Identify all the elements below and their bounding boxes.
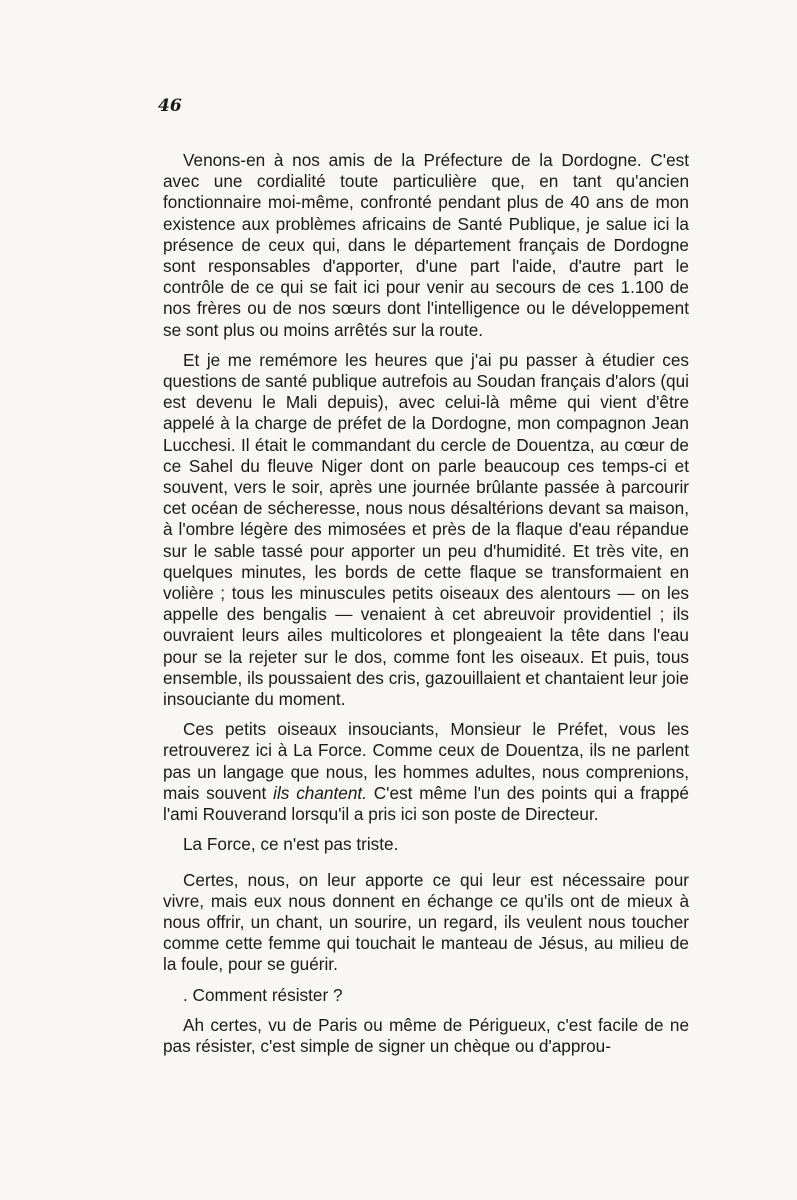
page-number: 46 [158, 96, 182, 116]
paragraph-certes: Certes, nous, on leur apporte ce qui leur est nécessaire pour vivre, mais eux nous donnent en échange ce qu'ils ont de mieux à nous offrir, un chant, un sourire, un regard, ils veulent nous toucher comme cette femme qui touchait le manteau de Jésus, au milieu de la foule, pour se guérir. [163, 869, 689, 975]
paragraph-ah-certes: Ah certes, vu de Paris ou même de Périgueux, c'est facile de ne pas résister, c'est simple de signer un chèque ou d'approu- [163, 1014, 689, 1056]
paragraph-birds-italic: ils chantent. [273, 782, 367, 803]
paragraph-birds [163, 719, 689, 825]
body-text [163, 150, 689, 1066]
paragraph-la-force: La Force, ce n'est pas triste. [183, 834, 399, 855]
paragraph-birds-text-end: C'est même l'un des points qui a frappé l'ami Rouverand lorsqu'il a pris ici son poste de Directeur. [163, 782, 689, 825]
paragraph-comment-resister: . Comment résister ? [183, 984, 343, 1005]
paragraph-prefecture: Venons-en à nos amis de la Préfecture de la Dordogne. C'est avec une cordialité toute particulière que, en tant qu'ancien fonctionnaire moi-même, confronté pendant plus de 40 ans de mon existence aux problèmes africains de Santé Publique, je salue ici la présence de ceux qui, dans le département français de Dordogne sont responsables d'apporter, d'une part l'aide, d'autre part le contrôle de ce qui se fait ici pour venir au secours de ces 1.100 de nos frères ou de nos sœurs dont l'intelligence ou le développement se sont plus ou moins arrêtés sur la route. [163, 150, 689, 340]
paragraph-memories-mali: Et je me remémore les heures que j'ai pu passer à étudier ces questions de santé publique autrefois au Soudan français d'alors (qui est devenu le Mali depuis), avec celui-là même qui vient d'être appelé à la charge de préfet de la Dordogne, mon compagnon Jean Lucchesi. Il était le commandant du cercle de Douentza, au cœur de ce Sahel du fleuve Niger dont on parle beaucoup ces temps-ci et souvent, vers le soir, après une journée brûlante passée à parcourir cet océan de sécheresse, nous nous désaltérions devant sa maison, à l'ombre légère des mimosées et près de la flaque d'eau répandue sur le sable tassé pour apporter un peu d'humidité. Et très vite, en quelques minutes, les bords de cette flaque se transformaient en volière ; tous les minuscules petits oiseaux des alentours — on les appelle des bengalis — venaient à cet abreuvoir providentiel ; ils ouvraient leurs ailes multicolores et plongeaient la tête dans l'eau pour se la rejeter sur le dos, comme font les oiseaux. Et puis, tous ensemble, ils poussaient des cris, gazouillaient et chantaient leur joie insouciante du moment. [163, 349, 689, 710]
paragraph-birds-text: Ces petits oiseaux insouciants, Monsieur le Préfet, vous les retrouverez ici à La Force. Comme ceux de Douentza, ils ne parlent pas un langage que nous, les hommes adultes, nous comprenions, mais souvent [163, 719, 689, 803]
